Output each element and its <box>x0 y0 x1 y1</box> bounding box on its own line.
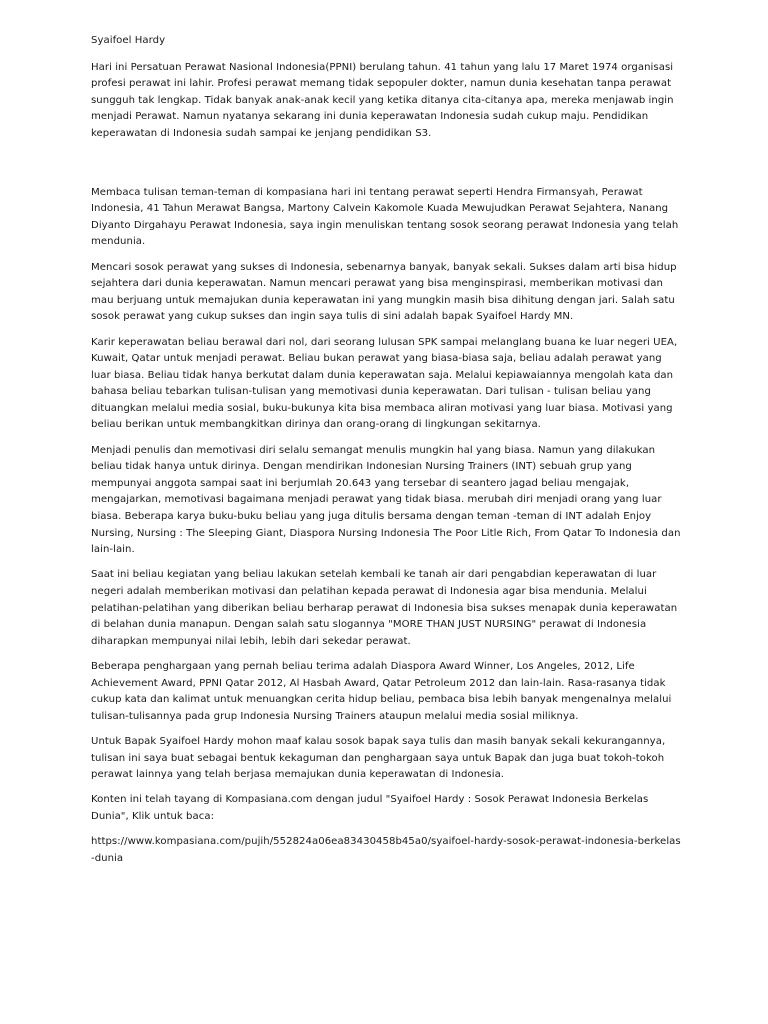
paragraph-awards: Beberapa penghargaan yang pernah beliau terima adalah Diaspora Award Winner, Los Angeles, 2012, Life Achievement Award, PPNI Qatar 2012, Al Hasbah Award, Qatar Petroleum 2012 dan lain-lain. Rasa-rasanya tidak cukup kata dan kalimat untuk menuangkan cerita hidup beliau, pembaca bisa lebih banyak mengenalnya melalui tulisan-tulisannya pada grup Indonesia Nursing Trainers ataupun melalui media sosial miliknya. <box>91 660 672 722</box>
paragraph-source-note: Konten ini telah tayang di Kompasiana.com dengan judul "Syaifoel Hardy : Sosok Perawat Indonesia Berkelas Dunia", Klik untuk baca: <box>91 794 649 822</box>
paragraph-int-group: Menjadi penulis dan memotivasi diri selalu semangat menulis mungkin hal yang biasa. Namun yang dilakukan beliau tidak hanya untuk dirinya. Dengan mendirikan Indonesian Nursing Trainers (INT) sebuah grup yang mempunyai anggota sampai saat ini berjumlah 20.643 yang tersebar di seantero jagad beliau mengajak, mengajarkan, memotivasi bagaimana menjadi perawat yang tidak biasa. merubah diri menjadi orang yang luar biasa. Beberapa karya buku-buku beliau yang juga ditulis bersama dengan teman -teman di INT adalah Enjoy Nursing, Nursing : The Sleeping Giant, Diaspora Nursing Indonesia The Poor Litle Rich, From Qatar To Indonesia dan lain-lain. <box>91 444 681 556</box>
paragraph-kompasiana-writers: Membaca tulisan teman-teman di kompasiana hari ini tentang perawat seperti Hendra Firmansyah, Perawat Indonesia, 41 Tahun Merawat Bangsa, Martony Calvein Kakomole Kuada Mewujudkan Perawat Sejahtera, Nanang Diyanto Dirgahayu Perawat Indonesia, saya ingin menuliskan tentang sosok seorang perawat Indonesia yang telah mendunia. <box>91 186 679 248</box>
paragraph-closing: Untuk Bapak Syaifoel Hardy mohon maaf kalau sosok bapak saya tulis dan masih banyak sekali kekurangannya, tulisan ini saya buat sebagai bentuk kekaguman dan penghargaan saya untuk Bapak dan juga buat tokoh-tokoh perawat lainnya yang telah berjasa memajukan dunia keperawatan di Indonesia. <box>91 735 666 781</box>
document-page <box>91 33 681 876</box>
document-title: Syaifoel Hardy <box>91 35 166 46</box>
paragraph-intro: Hari ini Persatuan Perawat Nasional Indonesia(PPNI) berulang tahun. 41 tahun yang lalu 17 Maret 1974 organisasi profesi perawat ini lahir. Profesi perawat memang tidak sepopuler dokter, namun dunia kesehatan tanpa perawat sungguh tak lengkap. Tidak banyak anak-anak kecil yang ketika ditanya cita-citanya apa, mereka menjawab ingin menjadi Perawat. Namun nyatanya sekarang ini dunia keperawatan Indonesia sudah cukup maju. Pendidikan keperawatan di Indonesia sudah sampai ke jenjang pendidikan S3. <box>91 61 674 139</box>
source-url-link[interactable]: https://www.kompasiana.com/pujih/552824a06ea83430458b45a0/syaifoel-hardy-sosok-perawat-indonesia-berkelas-dunia <box>91 836 681 864</box>
paragraph-career: Karir keperawatan beliau berawal dari nol, dari seorang lulusan SPK sampai melanglang buana ke luar negeri UEA, Kuwait, Qatar untuk menjadi perawat. Beliau bukan perawat yang biasa-biasa saja, beliau adalah perawat yang luar biasa. Beliau tidak hanya berkutat dalam dunia keperawatan saja. Melalui kepiawaiannya mengolah kata dan bahasa beliau tebarkan tulisan-tulisan yang memotivasi dunia keperawatan. Dari tulisan - tulisan beliau yang dituangkan melalui media sosial, buku-bukunya kita bisa membaca aliran motivasi yang luar biasa. Motivasi yang beliau berikan untuk membangkitkan dirinya dan orang-orang di lingkungan sekitarnya. <box>91 336 678 431</box>
paragraph-current-activity: Saat ini beliau kegiatan yang beliau lakukan setelah kembali ke tanah air dari pengabdian keperawatan di luar negeri adalah memberikan motivasi dan pelatihan kepada perawat di Indonesia agar bisa mendunia. Melalui pelatihan-pelatihan yang diberikan beliau berharap perawat di Indonesia bisa sukses menapak dunia keperawatan di belahan dunia manapun. Dengan salah satu slogannya "MORE THAN JUST NURSING" perawat di Indonesia diharapkan mempunyai nilai lebih, lebih dari sekedar perawat. <box>91 569 678 647</box>
paragraph-successful-nurse: Mencari sosok perawat yang sukses di Indonesia, sebenarnya banyak, banyak sekali. Sukses dalam arti bisa hidup sejahtera dari dunia keperawatan. Namun mencari perawat yang bisa menginspirasi, memberikan motivasi dan mau berjuang untuk memajukan dunia keperawatan ini yang mungkin masih bisa dihitung dengan jari. Salah satu sosok perawat yang cukup sukses dan ingin saya tulis di sini adalah bapak Syaifoel Hardy MN. <box>91 261 677 323</box>
